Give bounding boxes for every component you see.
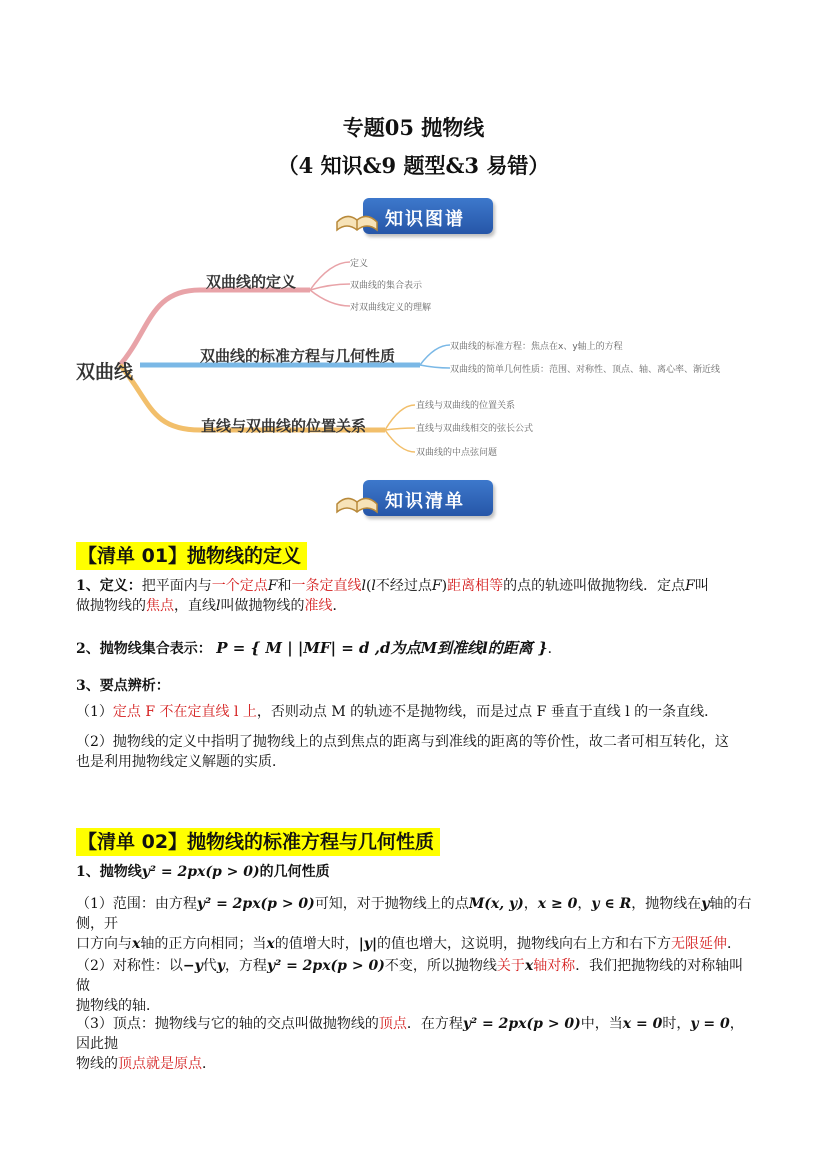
knowledge-map-banner [333, 196, 493, 238]
mindmap-branch-3: 直线与双曲线的位置关系 [201, 417, 367, 435]
mindmap-branch-2: 双曲线的标准方程与几何性质 [200, 347, 396, 365]
page-subtitle: （4 知识&9 题型&3 易错） [277, 153, 550, 178]
set-representation: 2、抛物线集合表示： P = { M | |MF| = d ,d为点M到准线l的距离 }． [76, 639, 562, 657]
banner-label: 知识清单 [385, 491, 465, 512]
mindmap-leaf: 直线与双曲线的位置关系 [416, 401, 516, 411]
mindmap-leaf: 双曲线的中点弦问题 [416, 448, 498, 458]
vertex-paragraph: （3）顶点：抛物线与它的轴的交点叫做抛物线的顶点．在方程y² = 2px(p > 0)中，当x = 0时，y = 0，因此抛 物线的顶点就是原点． [76, 1016, 744, 1072]
mindmap-leaf: 对双曲线定义的理解 [350, 303, 432, 313]
properties-heading: 1、抛物线y² = 2px(p > 0)的几何性质 [76, 864, 330, 880]
key-point-2: （2）抛物线的定义中指明了抛物线上的点到焦点的距离与到准线的距离的等价性，故二者可相互转化，这 也是利用抛物线定义解题的实质． [76, 734, 729, 770]
banner-label: 知识图谱 [385, 209, 465, 230]
open-book-icon [333, 482, 381, 518]
mindmap-branch-1: 双曲线的定义 [206, 273, 297, 291]
mindmap-connectors [0, 240, 827, 470]
mindmap-leaf: 定义 [350, 259, 369, 269]
symmetry-paragraph: （2）对称性：以−y代y，方程y² = 2px(p > 0)不变，所以抛物线关于x轴对称．我们把抛物线的对称轴叫做 抛物线的轴． [76, 958, 744, 1014]
mindmap-leaf: 双曲线的集合表示 [350, 281, 423, 291]
set-formula: P = { M | |MF| = d ,d为点M到准线l的距离 } [216, 639, 548, 657]
key-point-1: （1）定点 F 不在定直线 l 上，否则动点 M 的轨迹不是抛物线，而是过点 F 垂直于直线 l 的一条直线． [76, 704, 719, 720]
mindmap-leaf: 直线与双曲线相交的弦长公式 [416, 424, 534, 434]
section-heading-2: 【清单 02】抛物线的标准方程与几何性质 [76, 828, 440, 856]
mindmap-leaf: 双曲线的简单几何性质：范围、对称性、顶点、轴、离心率、渐近线 [450, 365, 721, 375]
knowledge-list-banner [333, 478, 493, 520]
page-title: 专题05 抛物线 [342, 115, 485, 140]
open-book-icon [333, 200, 381, 236]
mindmap-root: 双曲线 [76, 361, 134, 383]
section-heading-1: 【清单 01】抛物线的定义 [76, 542, 307, 570]
definition-paragraph: 1、定义：把平面内与一个定点F和一条定直线l(l不经过点F)距离相等的点的轨迹叫做抛物线．定点F叫 做抛物线的焦点，直线l叫做抛物线的准线． [76, 578, 709, 614]
mindmap-leaf: 双曲线的标准方程：焦点在x、y轴上的方程 [450, 342, 623, 352]
range-paragraph: （1）范围：由方程y² = 2px(p > 0)可知，对于抛物线上的点M(x, y)，x ≥ 0，y ∈ R，抛物线在y轴的右侧，开 口方向与x轴的正方向相同；当x的值增大时，|y|的值也增大，这说明，抛物线向右上方和右下方无限延伸． [76, 896, 752, 952]
key-points-heading: 3、要点辨析： [76, 678, 170, 694]
